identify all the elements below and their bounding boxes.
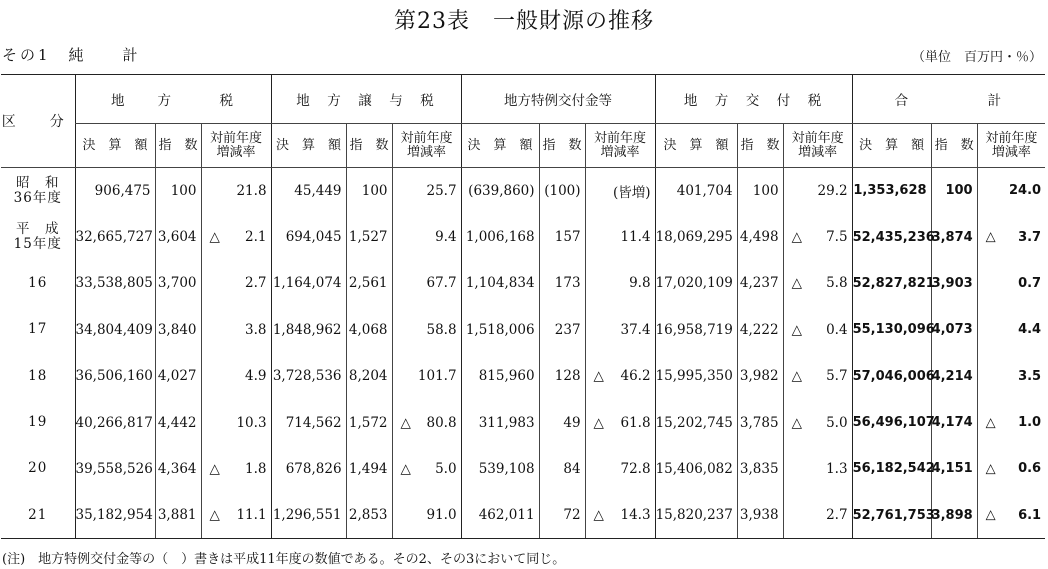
change-value: 4.4 (1018, 322, 1042, 338)
cell-index-local-tax: 3,700 (155, 260, 201, 306)
cell-amount-total: 56,496,107 (852, 399, 931, 445)
header-group-special-grant: 地方特例交付金等 (461, 75, 655, 124)
header-group-transfer-tax: 地 方 譲 与 税 (271, 75, 461, 124)
decrease-mark: △ (209, 229, 220, 246)
change-value: 67.7 (426, 275, 457, 292)
cell-index-transfer-tax: 100 (346, 168, 392, 214)
cell-amount-local-tax: 32,665,727 (75, 214, 155, 260)
change-value: 5.8 (826, 275, 848, 292)
decrease-mark: △ (985, 507, 996, 523)
change-value: 21.8 (236, 182, 267, 199)
unit-label: （単位 百万円・％） (911, 50, 1042, 65)
cell-amount-allocation-tax: 15,820,237 (655, 492, 737, 538)
change-value: 5.0 (435, 460, 457, 477)
change-value: 9.8 (629, 275, 651, 292)
cell-amount-local-tax: 40,266,817 (75, 399, 155, 445)
cell-change-allocation-tax (783, 492, 852, 538)
cell-change-total (977, 307, 1045, 353)
cell-amount-allocation-tax: 15,406,082 (655, 446, 737, 492)
decrease-mark: △ (400, 414, 411, 431)
header-row-groups (1, 75, 1045, 124)
header-index: 指 数 (155, 124, 201, 168)
change-value: 0.6 (1018, 461, 1042, 477)
cell-index-transfer-tax: 1,527 (346, 214, 392, 260)
change-value: 2.7 (826, 507, 848, 524)
header-amount: 決 算 額 (655, 124, 737, 168)
cell-index-total: 4,151 (931, 446, 977, 492)
cell-amount-allocation-tax: 18,069,295 (655, 214, 737, 260)
footnote: (注) 地方特例交付金等の（ ）書きは平成11年度の数値である。その2、その3において同じ。 (2, 552, 566, 567)
change-value: 24.0 (1009, 183, 1042, 199)
table-row (1, 307, 1045, 353)
cell-change-local-tax (201, 446, 271, 492)
decrease-mark: △ (791, 321, 802, 338)
cell-index-special-grant: 237 (539, 307, 585, 353)
cell-amount-transfer-tax: 678,826 (271, 446, 346, 492)
cell-change-local-tax (201, 492, 271, 538)
cell-change-allocation-tax (783, 353, 852, 399)
cell-change-total (977, 260, 1045, 306)
table-body (1, 168, 1045, 539)
change-value: 10.3 (236, 414, 267, 431)
cell-amount-local-tax: 906,475 (75, 168, 155, 214)
header-change: 対前年度 増減率 (977, 124, 1045, 168)
cell-index-total: 3,903 (931, 260, 977, 306)
header-kubun: 区 分 (1, 75, 75, 168)
row-label: 17 (28, 321, 48, 338)
decrease-mark: △ (791, 368, 802, 385)
cell-index-local-tax: 4,364 (155, 446, 201, 492)
cell-change-total (977, 214, 1045, 260)
cell-change-local-tax (201, 214, 271, 260)
general-revenue-table (1, 74, 1045, 539)
header-index: 指 数 (931, 124, 977, 168)
cell-index-local-tax: 3,604 (155, 214, 201, 260)
cell-change-total (977, 492, 1045, 538)
cell-amount-total: 52,827,821 (852, 260, 931, 306)
change-value: 5.0 (826, 414, 848, 431)
change-value: 5.7 (826, 368, 848, 385)
header-change: 対前年度 増減率 (585, 124, 655, 168)
decrease-mark: △ (593, 368, 604, 385)
change-value: 3.7 (1018, 229, 1042, 245)
header-change: 対前年度 増減率 (783, 124, 852, 168)
cell-change-transfer-tax (392, 168, 461, 214)
cell-index-transfer-tax: 2,853 (346, 492, 392, 538)
cell-index-special-grant: 49 (539, 399, 585, 445)
decrease-mark: △ (985, 461, 996, 477)
header-group-local-tax: 地 方 税 (75, 75, 271, 124)
header-change: 対前年度 増減率 (392, 124, 461, 168)
cell-change-transfer-tax (392, 307, 461, 353)
change-value: 58.8 (426, 321, 457, 338)
change-value: 2.1 (245, 229, 267, 246)
cell-index-local-tax: 100 (155, 168, 201, 214)
decrease-mark: △ (791, 229, 802, 246)
change-value: 46.2 (620, 368, 651, 385)
cell-amount-transfer-tax: 45,449 (271, 168, 346, 214)
table-row (1, 492, 1045, 538)
cell-amount-transfer-tax: 714,562 (271, 399, 346, 445)
cell-index-total: 4,214 (931, 353, 977, 399)
cell-index-special-grant: 84 (539, 446, 585, 492)
cell-index-special-grant: 72 (539, 492, 585, 538)
row-label: 19 (28, 414, 48, 431)
row-label: 18 (28, 367, 48, 384)
cell-change-total (977, 353, 1045, 399)
cell-change-special-grant (585, 168, 655, 214)
cell-change-special-grant (585, 260, 655, 306)
change-value: 1.3 (826, 460, 848, 477)
cell-change-transfer-tax (392, 353, 461, 399)
cell-change-special-grant (585, 353, 655, 399)
decrease-mark: △ (985, 229, 996, 245)
change-value: 7.5 (826, 229, 848, 246)
header-amount: 決 算 額 (75, 124, 155, 168)
header-index: 指 数 (346, 124, 392, 168)
cell-amount-total: 55,130,096 (852, 307, 931, 353)
cell-change-local-tax (201, 260, 271, 306)
cell-change-transfer-tax (392, 399, 461, 445)
cell-change-allocation-tax (783, 168, 852, 214)
cell-amount-allocation-tax: 15,995,350 (655, 353, 737, 399)
decrease-mark: △ (209, 460, 220, 477)
cell-amount-special-grant: 815,960 (461, 353, 539, 399)
header-group-allocation-tax: 地 方 交 付 税 (655, 75, 852, 124)
change-value: 0.4 (826, 321, 848, 338)
cell-change-local-tax (201, 353, 271, 399)
change-value: 1.8 (245, 460, 267, 477)
cell-change-allocation-tax (783, 399, 852, 445)
cell-index-allocation-tax: 4,498 (737, 214, 783, 260)
table-row (1, 446, 1045, 492)
header-amount: 決 算 額 (271, 124, 346, 168)
header-index: 指 数 (539, 124, 585, 168)
decrease-mark: △ (209, 507, 220, 524)
table-subtitle: その1 純 計 (2, 46, 141, 64)
change-value: 61.8 (620, 414, 651, 431)
cell-amount-special-grant: 311,983 (461, 399, 539, 445)
decrease-mark: △ (400, 460, 411, 477)
cell-amount-total: 56,182,542 (852, 446, 931, 492)
cell-amount-total: 1,353,628 (852, 168, 931, 214)
cell-amount-total: 52,761,753 (852, 492, 931, 538)
row-label: 20 (28, 460, 48, 477)
cell-index-total: 4,174 (931, 399, 977, 445)
cell-amount-total: 57,046,006 (852, 353, 931, 399)
cell-amount-transfer-tax: 1,296,551 (271, 492, 346, 538)
cell-amount-special-grant: 1,518,006 (461, 307, 539, 353)
change-value: 29.2 (817, 182, 848, 199)
change-value: 2.7 (245, 275, 267, 292)
cell-index-allocation-tax: 4,237 (737, 260, 783, 306)
cell-index-allocation-tax: 3,982 (737, 353, 783, 399)
cell-amount-special-grant: 539,108 (461, 446, 539, 492)
change-value: 72.8 (620, 460, 651, 477)
cell-amount-special-grant: 462,011 (461, 492, 539, 538)
header-amount: 決 算 額 (461, 124, 539, 168)
cell-index-total: 100 (931, 168, 977, 214)
cell-change-allocation-tax (783, 446, 852, 492)
cell-amount-special-grant: (639,860) (461, 168, 539, 214)
cell-change-transfer-tax (392, 492, 461, 538)
table-row (1, 353, 1045, 399)
cell-change-transfer-tax (392, 260, 461, 306)
table-row (1, 260, 1045, 306)
header-row-sub (1, 124, 1045, 168)
cell-change-allocation-tax (783, 214, 852, 260)
change-value: 11.4 (620, 229, 651, 246)
table-row (1, 214, 1045, 260)
change-value: 6.1 (1018, 507, 1042, 523)
change-value: 1.0 (1018, 415, 1042, 431)
cell-amount-transfer-tax: 694,045 (271, 214, 346, 260)
cell-change-allocation-tax (783, 307, 852, 353)
table-row (1, 168, 1045, 214)
cell-change-local-tax (201, 168, 271, 214)
change-value: 9.4 (435, 229, 457, 246)
decrease-mark: △ (791, 275, 802, 292)
cell-amount-transfer-tax: 3,728,536 (271, 353, 346, 399)
change-value: 37.4 (620, 321, 651, 338)
cell-index-transfer-tax: 1,494 (346, 446, 392, 492)
row-label: 昭 和 36年度 (13, 174, 62, 206)
cell-index-special-grant: 173 (539, 260, 585, 306)
change-value: 3.8 (245, 321, 267, 338)
cell-amount-special-grant: 1,006,168 (461, 214, 539, 260)
cell-index-allocation-tax: 3,785 (737, 399, 783, 445)
cell-index-local-tax: 4,442 (155, 399, 201, 445)
cell-index-transfer-tax: 8,204 (346, 353, 392, 399)
cell-index-allocation-tax: 100 (737, 168, 783, 214)
decrease-mark: △ (593, 507, 604, 524)
cell-index-special-grant: 157 (539, 214, 585, 260)
cell-change-allocation-tax (783, 260, 852, 306)
row-label: 21 (1, 492, 75, 538)
cell-index-allocation-tax: 4,222 (737, 307, 783, 353)
cell-amount-local-tax: 33,538,805 (75, 260, 155, 306)
cell-index-total: 3,898 (931, 492, 977, 538)
decrease-mark: △ (791, 414, 802, 431)
header-group-total: 合 計 (852, 75, 1045, 124)
cell-amount-special-grant: 1,104,834 (461, 260, 539, 306)
cell-change-special-grant (585, 446, 655, 492)
change-value: 91.0 (426, 507, 457, 524)
cell-amount-transfer-tax: 1,848,962 (271, 307, 346, 353)
cell-amount-allocation-tax: 15,202,745 (655, 399, 737, 445)
header-change: 対前年度 増減率 (201, 124, 271, 168)
change-value: 0.7 (1018, 275, 1042, 291)
cell-change-total (977, 168, 1045, 214)
cell-change-special-grant (585, 399, 655, 445)
cell-index-total: 4,073 (931, 307, 977, 353)
cell-index-transfer-tax: 1,572 (346, 399, 392, 445)
cell-index-transfer-tax: 4,068 (346, 307, 392, 353)
decrease-mark: △ (985, 415, 996, 431)
change-value: 4.9 (245, 368, 267, 385)
change-value: 14.3 (620, 507, 651, 524)
table-title: 第23表 一般財源の推移 (394, 9, 654, 34)
row-label: 平 成 15年度 (13, 221, 62, 253)
cell-amount-allocation-tax: 16,958,719 (655, 307, 737, 353)
cell-amount-local-tax: 36,506,160 (75, 353, 155, 399)
change-value: 25.7 (426, 182, 457, 199)
cell-index-local-tax: 3,881 (155, 492, 201, 538)
cell-amount-transfer-tax: 1,164,074 (271, 260, 346, 306)
cell-amount-allocation-tax: 401,704 (655, 168, 737, 214)
change-value: 101.7 (417, 368, 457, 385)
cell-change-local-tax (201, 399, 271, 445)
cell-change-special-grant (585, 492, 655, 538)
change-value: 80.8 (426, 414, 457, 431)
cell-change-total (977, 399, 1045, 445)
cell-amount-allocation-tax: 17,020,109 (655, 260, 737, 306)
cell-index-total: 3,874 (931, 214, 977, 260)
cell-change-transfer-tax (392, 214, 461, 260)
change-value: 11.1 (236, 507, 267, 524)
cell-index-allocation-tax: 3,938 (737, 492, 783, 538)
cell-change-special-grant (585, 307, 655, 353)
header-amount: 決 算 額 (852, 124, 931, 168)
cell-change-transfer-tax (392, 446, 461, 492)
cell-change-total (977, 446, 1045, 492)
cell-index-allocation-tax: 3,835 (737, 446, 783, 492)
cell-index-local-tax: 3,840 (155, 307, 201, 353)
cell-change-local-tax (201, 307, 271, 353)
decrease-mark: △ (593, 414, 604, 431)
cell-amount-total: 52,435,236 (852, 214, 931, 260)
cell-index-transfer-tax: 2,561 (346, 260, 392, 306)
row-label: 16 (28, 274, 48, 291)
cell-amount-local-tax: 39,558,526 (75, 446, 155, 492)
cell-index-local-tax: 4,027 (155, 353, 201, 399)
cell-amount-local-tax: 35,182,954 (75, 492, 155, 538)
change-value: 3.5 (1018, 368, 1042, 384)
cell-change-special-grant (585, 214, 655, 260)
table-row (1, 399, 1045, 445)
cell-amount-local-tax: 34,804,409 (75, 307, 155, 353)
change-value: (皆増) (613, 184, 651, 201)
header-index: 指 数 (737, 124, 783, 168)
cell-index-special-grant: 128 (539, 353, 585, 399)
cell-index-special-grant: (100) (539, 168, 585, 214)
